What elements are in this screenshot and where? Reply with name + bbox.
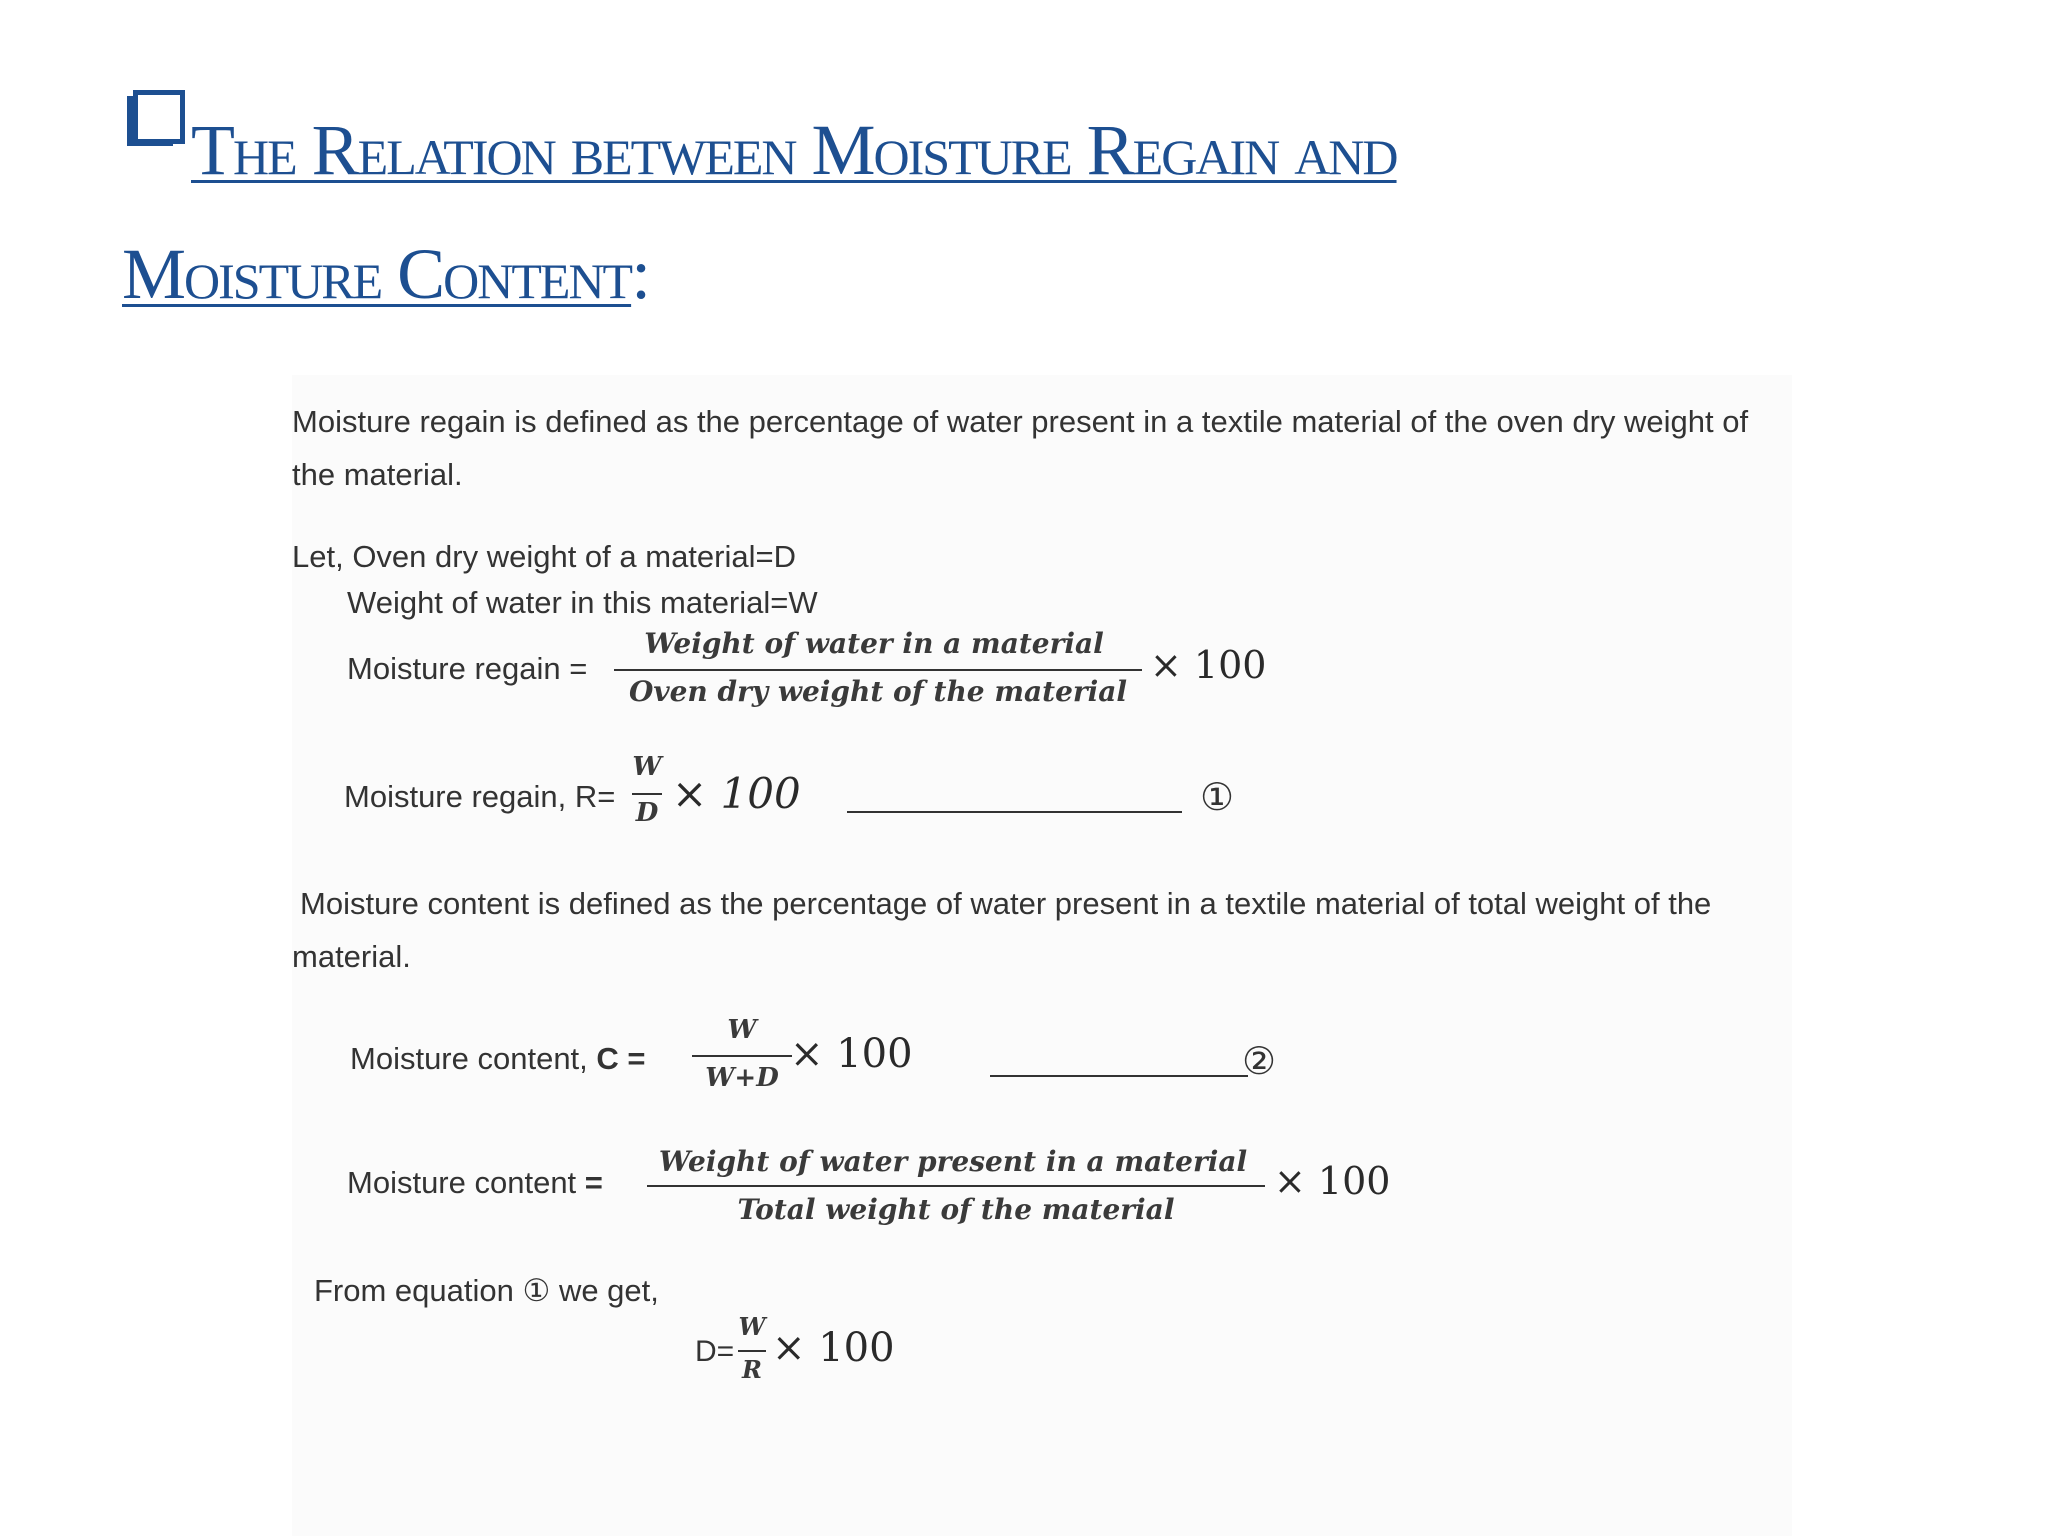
eq2-denominator: W+D [705, 1063, 779, 1093]
definition-moisture-content: Moisture content is defined as the percentage of water present in a textile material of total weight of the material. [292, 886, 1712, 974]
eq-content-words-fraction-bar [647, 1185, 1265, 1187]
eq2-label [350, 1041, 646, 1077]
title-text-line-2: Moisture Content [122, 234, 632, 314]
eq-regain-words-factor: × 100 [1150, 643, 1267, 687]
title-text-line-1: The Relation between Moisture Regain and [191, 110, 1397, 190]
eq1-rule [847, 811, 1182, 813]
eq2-tag: ② [1242, 1039, 1277, 1083]
eq-content-words-label [347, 1165, 603, 1201]
eq-d-numerator: W [738, 1312, 766, 1341]
slide-title [123, 88, 1923, 336]
eq-d-label: D= [695, 1335, 735, 1368]
checkbox-bullet-icon [123, 90, 185, 154]
eq2-label-text: Moisture content, [350, 1041, 588, 1076]
content-panel [292, 375, 1792, 1536]
eq-content-words-factor: × 100 [1274, 1159, 1391, 1203]
eq2-numerator: W [727, 1015, 757, 1045]
definition-moisture-regain: Moisture regain is defined as the percentage of water present in a textile material of the oven dry weight of the material. [292, 404, 1749, 492]
eq1-numerator: W [632, 752, 662, 782]
from-equation-prefix: From equation [314, 1273, 514, 1308]
from-equation-tag: ① [522, 1273, 551, 1308]
eq-content-words-label-text: Moisture content [347, 1165, 577, 1200]
from-equation-line [314, 1273, 659, 1309]
eq-regain-words-label: Moisture regain = [347, 651, 588, 686]
eq-d-factor: × 100 [772, 1325, 895, 1371]
eq-regain-words-denominator: Oven dry weight of the material [628, 675, 1128, 708]
eq-content-words-numerator: Weight of water present in a material [658, 1145, 1248, 1178]
eq1-tag: ① [1200, 775, 1235, 819]
title-line-2 [122, 212, 1923, 336]
title-colon: : [631, 234, 652, 314]
eq-content-words-denominator: Total weight of the material [737, 1193, 1175, 1226]
let-water-weight-line: Weight of water in this material=W [347, 585, 818, 620]
eq-regain-words-fraction-bar [614, 669, 1142, 671]
eq-regain-words-numerator: Weight of water in a material [644, 627, 1104, 660]
eq2-rule [990, 1075, 1248, 1077]
eq-content-words-equals: = [584, 1165, 603, 1200]
eq1-denominator: D [635, 798, 659, 828]
let-dry-weight-line: Let, Oven dry weight of a material=D [292, 539, 796, 574]
eq1-factor: × 100 [672, 769, 801, 818]
eq1-label: Moisture regain, R= [344, 779, 616, 814]
eq1-fraction-bar [632, 793, 662, 795]
eq-d-fraction-bar [738, 1350, 766, 1352]
from-equation-suffix: we get, [558, 1273, 659, 1308]
eq-d-denominator: R [742, 1355, 762, 1384]
title-line-1 [123, 88, 1923, 212]
eq2-fraction-bar [692, 1055, 792, 1057]
eq2-symbol: C = [596, 1041, 646, 1076]
eq2-factor: × 100 [790, 1031, 913, 1077]
